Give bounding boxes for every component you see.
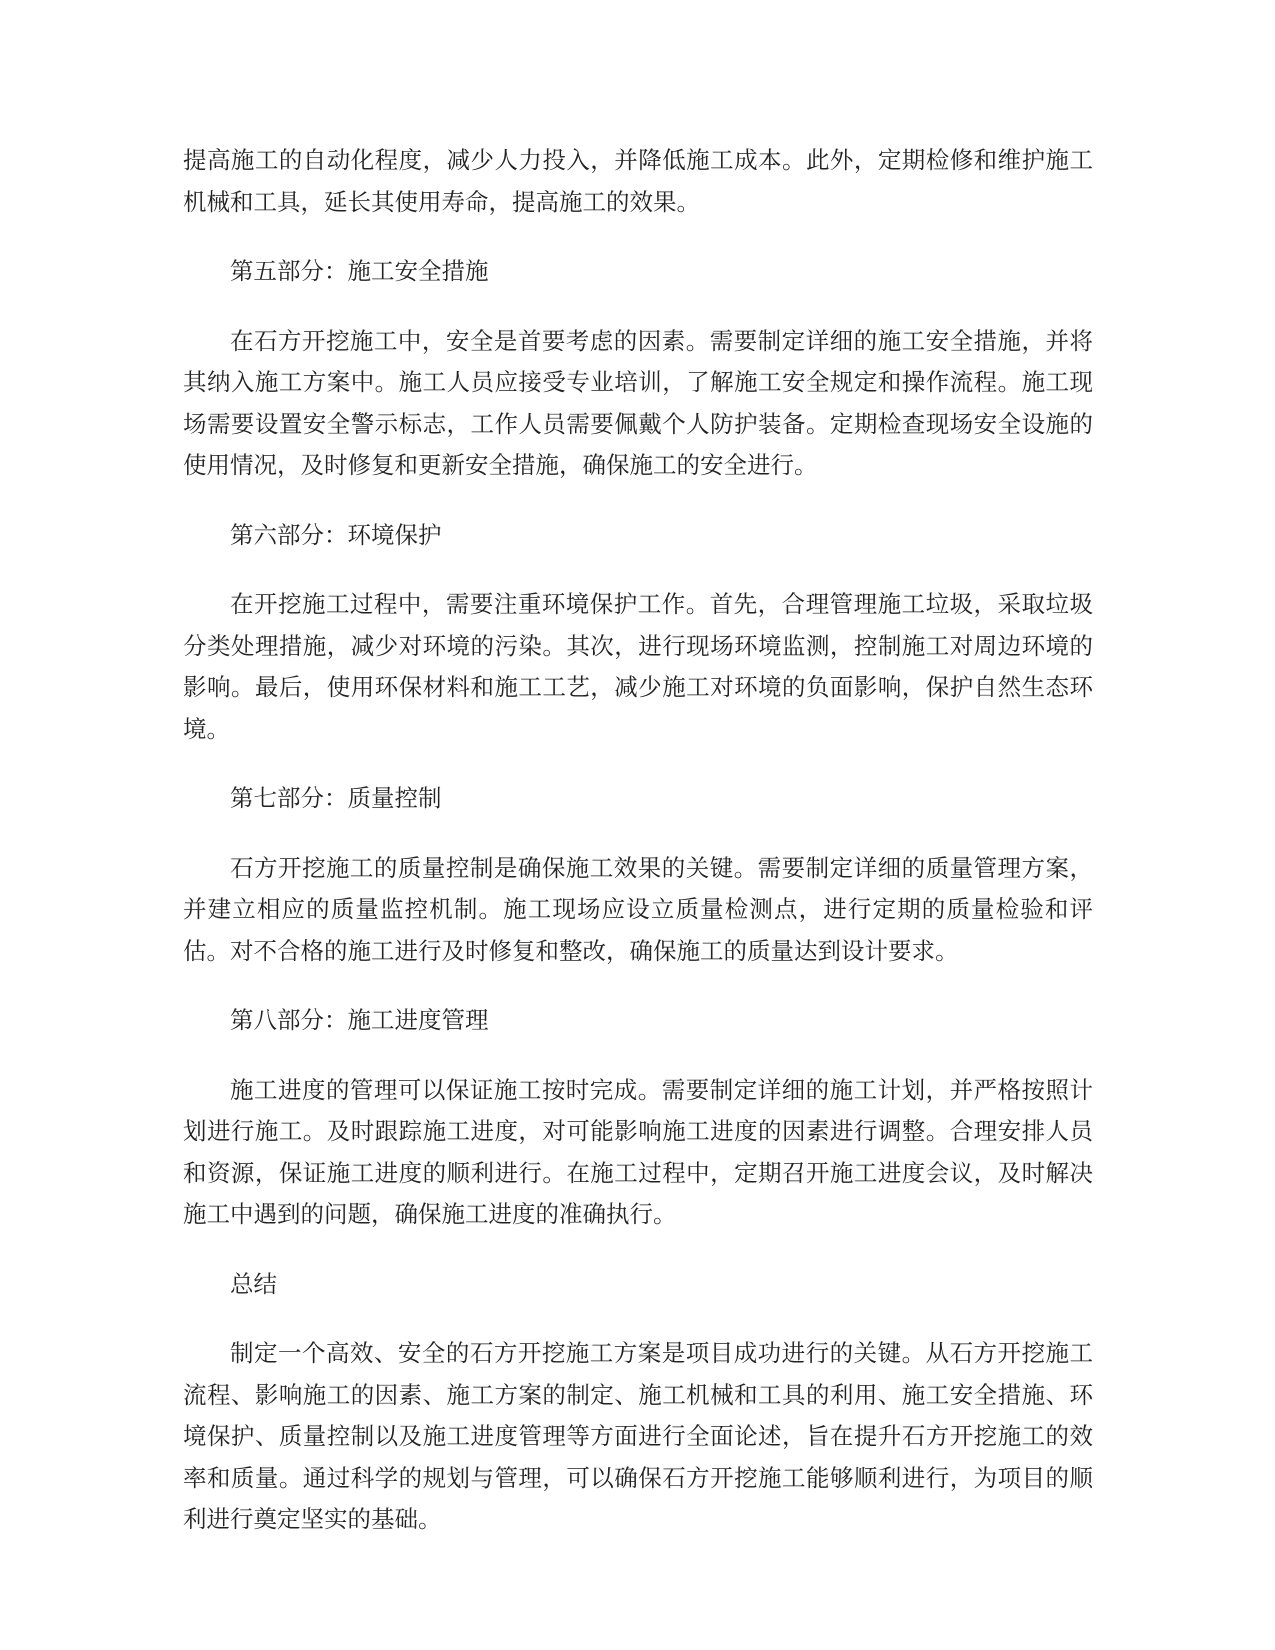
section-heading-8: 第八部分：施工进度管理	[230, 1006, 489, 1034]
paragraph-schedule: 施工进度的管理可以保证施工按时完成。需要制定详细的施工计划，并严格按照计划进行施工。及时跟踪施工进度，对可能影响施工进度的因素进行调整。合理安排人员和资源，保证施工进度的顺利进行。在施工过程中，定期召开施工进度会议，及时解决施工中遇到的问题，确保施工进度的准确执行。	[183, 1075, 1093, 1228]
section-heading-summary: 总结	[230, 1269, 277, 1298]
section-heading-6: 第六部分：环境保护	[230, 520, 442, 549]
paragraph-safety: 在石方开挖施工中，安全是首要考虑的因素。需要制定详细的施工安全措施，并将其纳入施工方案中。施工人员应接受专业培训，了解施工安全规定和操作流程。施工现场需要设置安全警示标志，工作人员需要佩戴个人防护装备。定期检查现场安全设施的使用情况，及时修复和更新安全措施，确保施工的安全进行。	[183, 326, 1093, 479]
paragraph-continued: 提高施工的自动化程度，减少人力投入，并降低施工成本。此外，定期检修和维护施工机械和工具，延长其使用寿命，提高施工的效果。	[183, 146, 1093, 216]
section-heading-7: 第七部分：质量控制	[230, 784, 442, 812]
paragraph-summary: 制定一个高效、安全的石方开挖施工方案是项目成功进行的关键。从石方开挖施工流程、影响施工的因素、施工方案的制定、施工机械和工具的利用、施工安全措施、环境保护、质量控制以及施工进度管理等方面进行全面论述，旨在提升石方开挖施工的效率和质量。通过科学的规划与管理，可以确保石方开挖施工能够顺利进行，为项目的顺利进行奠定坚实的基础。	[183, 1339, 1093, 1533]
document-page	[183, 140, 1093, 1541]
paragraph-quality: 石方开挖施工的质量控制是确保施工效果的关键。需要制定详细的质量管理方案，并建立相应的质量监控机制。施工现场应设立质量检测点，进行定期的质量检验和评估。对不合格的施工进行及时修复和整改，确保施工的质量达到设计要求。	[183, 853, 1093, 965]
paragraph-environment: 在开挖施工过程中，需要注重环境保护工作。首先，合理管理施工垃圾，采取垃圾分类处理措施，减少对环境的污染。其次，进行现场环境监测，控制施工对周边环境的影响。最后，使用环保材料和施工工艺，减少施工对环境的负面影响，保护自然生态环境。	[183, 590, 1093, 743]
section-heading-5: 第五部分：施工安全措施	[230, 257, 489, 285]
